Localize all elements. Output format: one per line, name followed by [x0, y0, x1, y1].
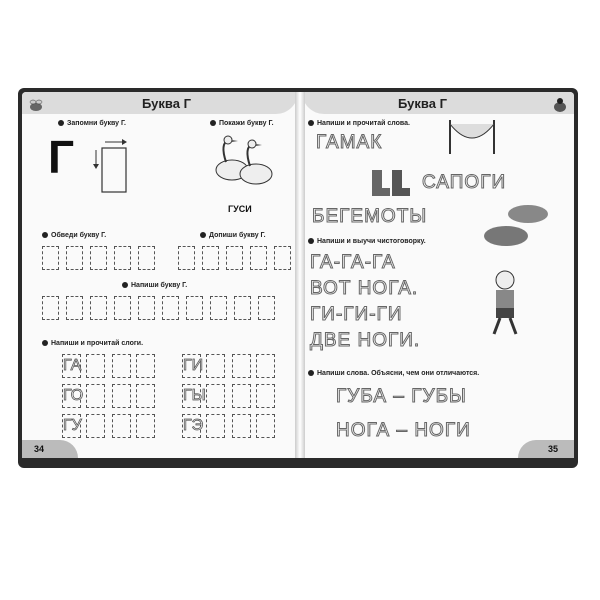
twister-line-3: ГИ-ГИ-ГИ: [310, 304, 403, 325]
boots-illustration: [368, 168, 414, 198]
twister-line-2: ВОТ НОГА.: [310, 278, 419, 299]
hippos-illustration: [476, 200, 554, 250]
syllable-go: ГО: [62, 384, 81, 408]
instr-tongue-twister: Напиши и выучи чистоговорку.: [308, 238, 426, 245]
left-page: [22, 92, 298, 458]
syllable-gu: ГУ: [62, 414, 81, 438]
word-gamak: ГАМАК: [316, 132, 383, 153]
left-footer: [22, 440, 78, 458]
syllable-gi: ГИ: [182, 354, 201, 378]
instr-remember: Запомни букву Г.: [58, 120, 126, 127]
right-page: [302, 92, 574, 458]
left-page-title: Буква Г: [142, 96, 191, 111]
left-page-number: 34: [34, 444, 45, 454]
word-sapogi: САПОГИ: [422, 172, 507, 193]
letter-stroke-guide: [92, 136, 132, 196]
difference-line-1: ГУБА – ГУБЫ: [336, 386, 467, 407]
picture-word: ГУСИ: [228, 204, 252, 214]
instr-difference: Напиши слова. Объясни, чем они отличаются.: [308, 370, 479, 377]
syllable-ga: ГА: [62, 354, 81, 378]
right-page-number: 35: [548, 444, 559, 454]
instr-write: Напиши букву Г.: [122, 282, 187, 289]
big-letter: Г: [48, 131, 75, 183]
twister-line-4: ДВЕ НОГИ.: [310, 330, 421, 351]
hammock-illustration: [446, 116, 498, 156]
instr-show: Покажи букву Г.: [210, 120, 274, 127]
word-begemoty: БЕГЕМОТЫ: [312, 206, 428, 227]
syllable-gy: ГЫ: [182, 384, 201, 408]
difference-line-2: НОГА – НОГИ: [336, 420, 471, 441]
right-page-title: Буква Г: [398, 96, 447, 111]
twister-line-1: ГА-ГА-ГА: [310, 252, 396, 273]
right-footer: [518, 440, 574, 458]
syllable-ge: ГЭ: [182, 414, 201, 438]
instr-read-words: Напиши и прочитай слова.: [308, 120, 410, 127]
instr-syllables: Напиши и прочитай слоги.: [42, 340, 143, 347]
ladybug-icon: [550, 96, 570, 116]
geese-illustration: [210, 132, 280, 190]
boy-illustration: [480, 268, 530, 338]
instr-trace: Обведи букву Г.: [42, 232, 106, 239]
instr-complete: Допиши букву Г.: [200, 232, 266, 239]
book-spine: [295, 92, 305, 458]
bee-icon: [26, 96, 46, 116]
